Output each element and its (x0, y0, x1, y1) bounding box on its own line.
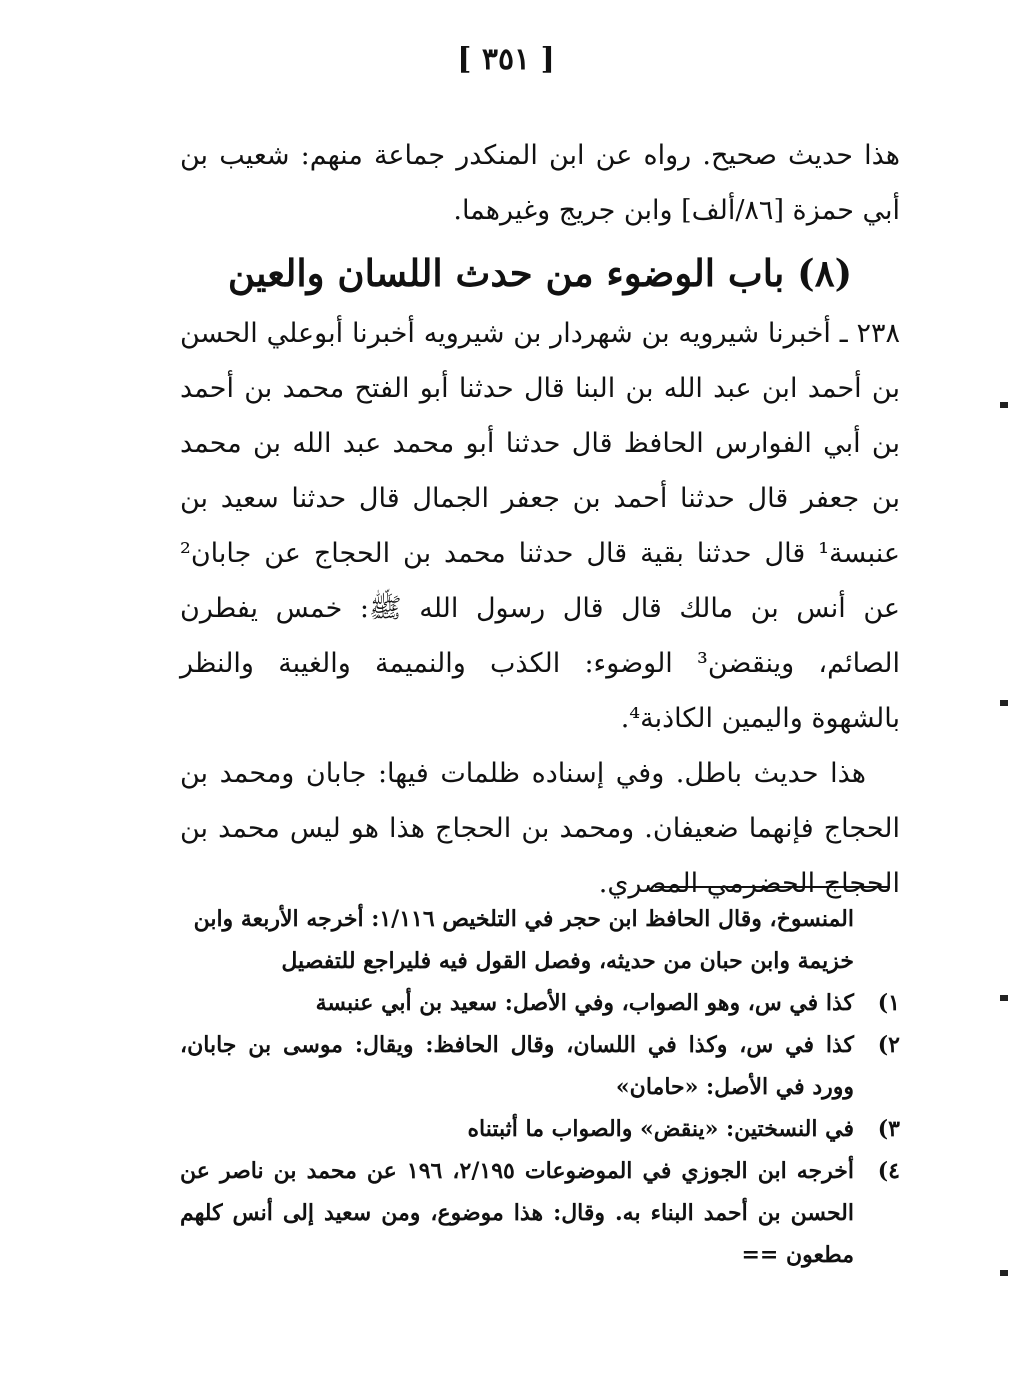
footnote-number: ١) (877, 990, 900, 1016)
scan-margin-mark (1000, 402, 1008, 408)
footnote-text: كذا في س، وكذا في اللسان، وقال الحافظ: ويقال: موسى بن جابان، وورد في الأصل: «حامان» (180, 1032, 854, 1100)
footnote-number: ٢) (877, 1032, 900, 1058)
footnote-text: أخرجه ابن الجوزي في الموضوعات ٢/١٩٥، ١٩٦ عن محمد بن ناصر عن الحسن بن أحمد البناء به. وقال: هذا موضوع، ومن سعيد إلى أنس كلهم مطعون == (180, 1158, 855, 1268)
footnote-number: ٣) (877, 1116, 900, 1142)
page-number: [ ٣٥١ ] (457, 42, 555, 77)
footnote-2 (180, 1024, 900, 1108)
paragraph-hadith-note: هذا حديث صحيح. رواه عن ابن المنكدر جماعة منهم: شعيب بن أبي حمزة [٨٦/ألف] وابن جريج وغيرهما. (180, 140, 900, 226)
scan-margin-mark (1000, 1270, 1008, 1276)
footnote-4 (180, 1150, 900, 1276)
chapter-heading: (٨) باب الوضوء من حدث اللسان والعين (227, 251, 853, 295)
paragraph-hadith-238: ٢٣٨ ـ أخبرنا شيرويه بن شهردار بن شيرويه أخبرنا أبوعلي الحسن بن أحمد ابن عبد الله بن البنا قال حدثنا أبو الفتح محمد بن أحمد بن أبي الفوارس الحافظ قال حدثنا أبو محمد عبد الله بن محمد بن جعفر قال حدثنا أحمد بن جعفر الجمال قال حدثنا سعيد بن عنبسة¹ قال حدثنا بقية قال حدثنا محمد بن الحجاج عن جابان² عن أنس بن مالك قال قال رسول الله ﷺ: خمس يفطرن الصائم، وينقضن³ الوضوء: الكذب والنميمة والغيبة والنظر بالشهوة واليمين الكاذبة⁴. (180, 318, 901, 734)
footnote-text: كذا في س، وهو الصواب، وفي الأصل: سعيد بن أبي عنبسة (315, 990, 854, 1016)
paragraph-grading: هذا حديث باطل. وفي إسناده ظلمات فيها: جابان ومحمد بن الحجاج فإنهما ضعيفان. ومحمد بن الحجاج هذا هو ليس محمد بن الحجاج الحضرمي المصري. (180, 758, 900, 899)
footnote-1 (180, 982, 900, 1024)
scan-margin-mark (1000, 700, 1008, 706)
footnote-text: في النسختين: «ينقض» والصواب ما أثبتناه (467, 1116, 854, 1142)
footnote-3 (180, 1108, 900, 1150)
footnote-separator (655, 886, 890, 888)
main-text (180, 128, 900, 911)
footnote-continuation: المنسوخ، وقال الحافظ ابن حجر في التلخيص ١/١١٦: أخرجه الأربعة وابن خزيمة وابن حبان من حديثه، وفصل القول فيه فليراجع للتفصيل (193, 906, 854, 974)
footnotes (180, 898, 900, 1276)
footnote-number: ٤) (877, 1158, 900, 1184)
scan-margin-mark (1000, 995, 1008, 1001)
